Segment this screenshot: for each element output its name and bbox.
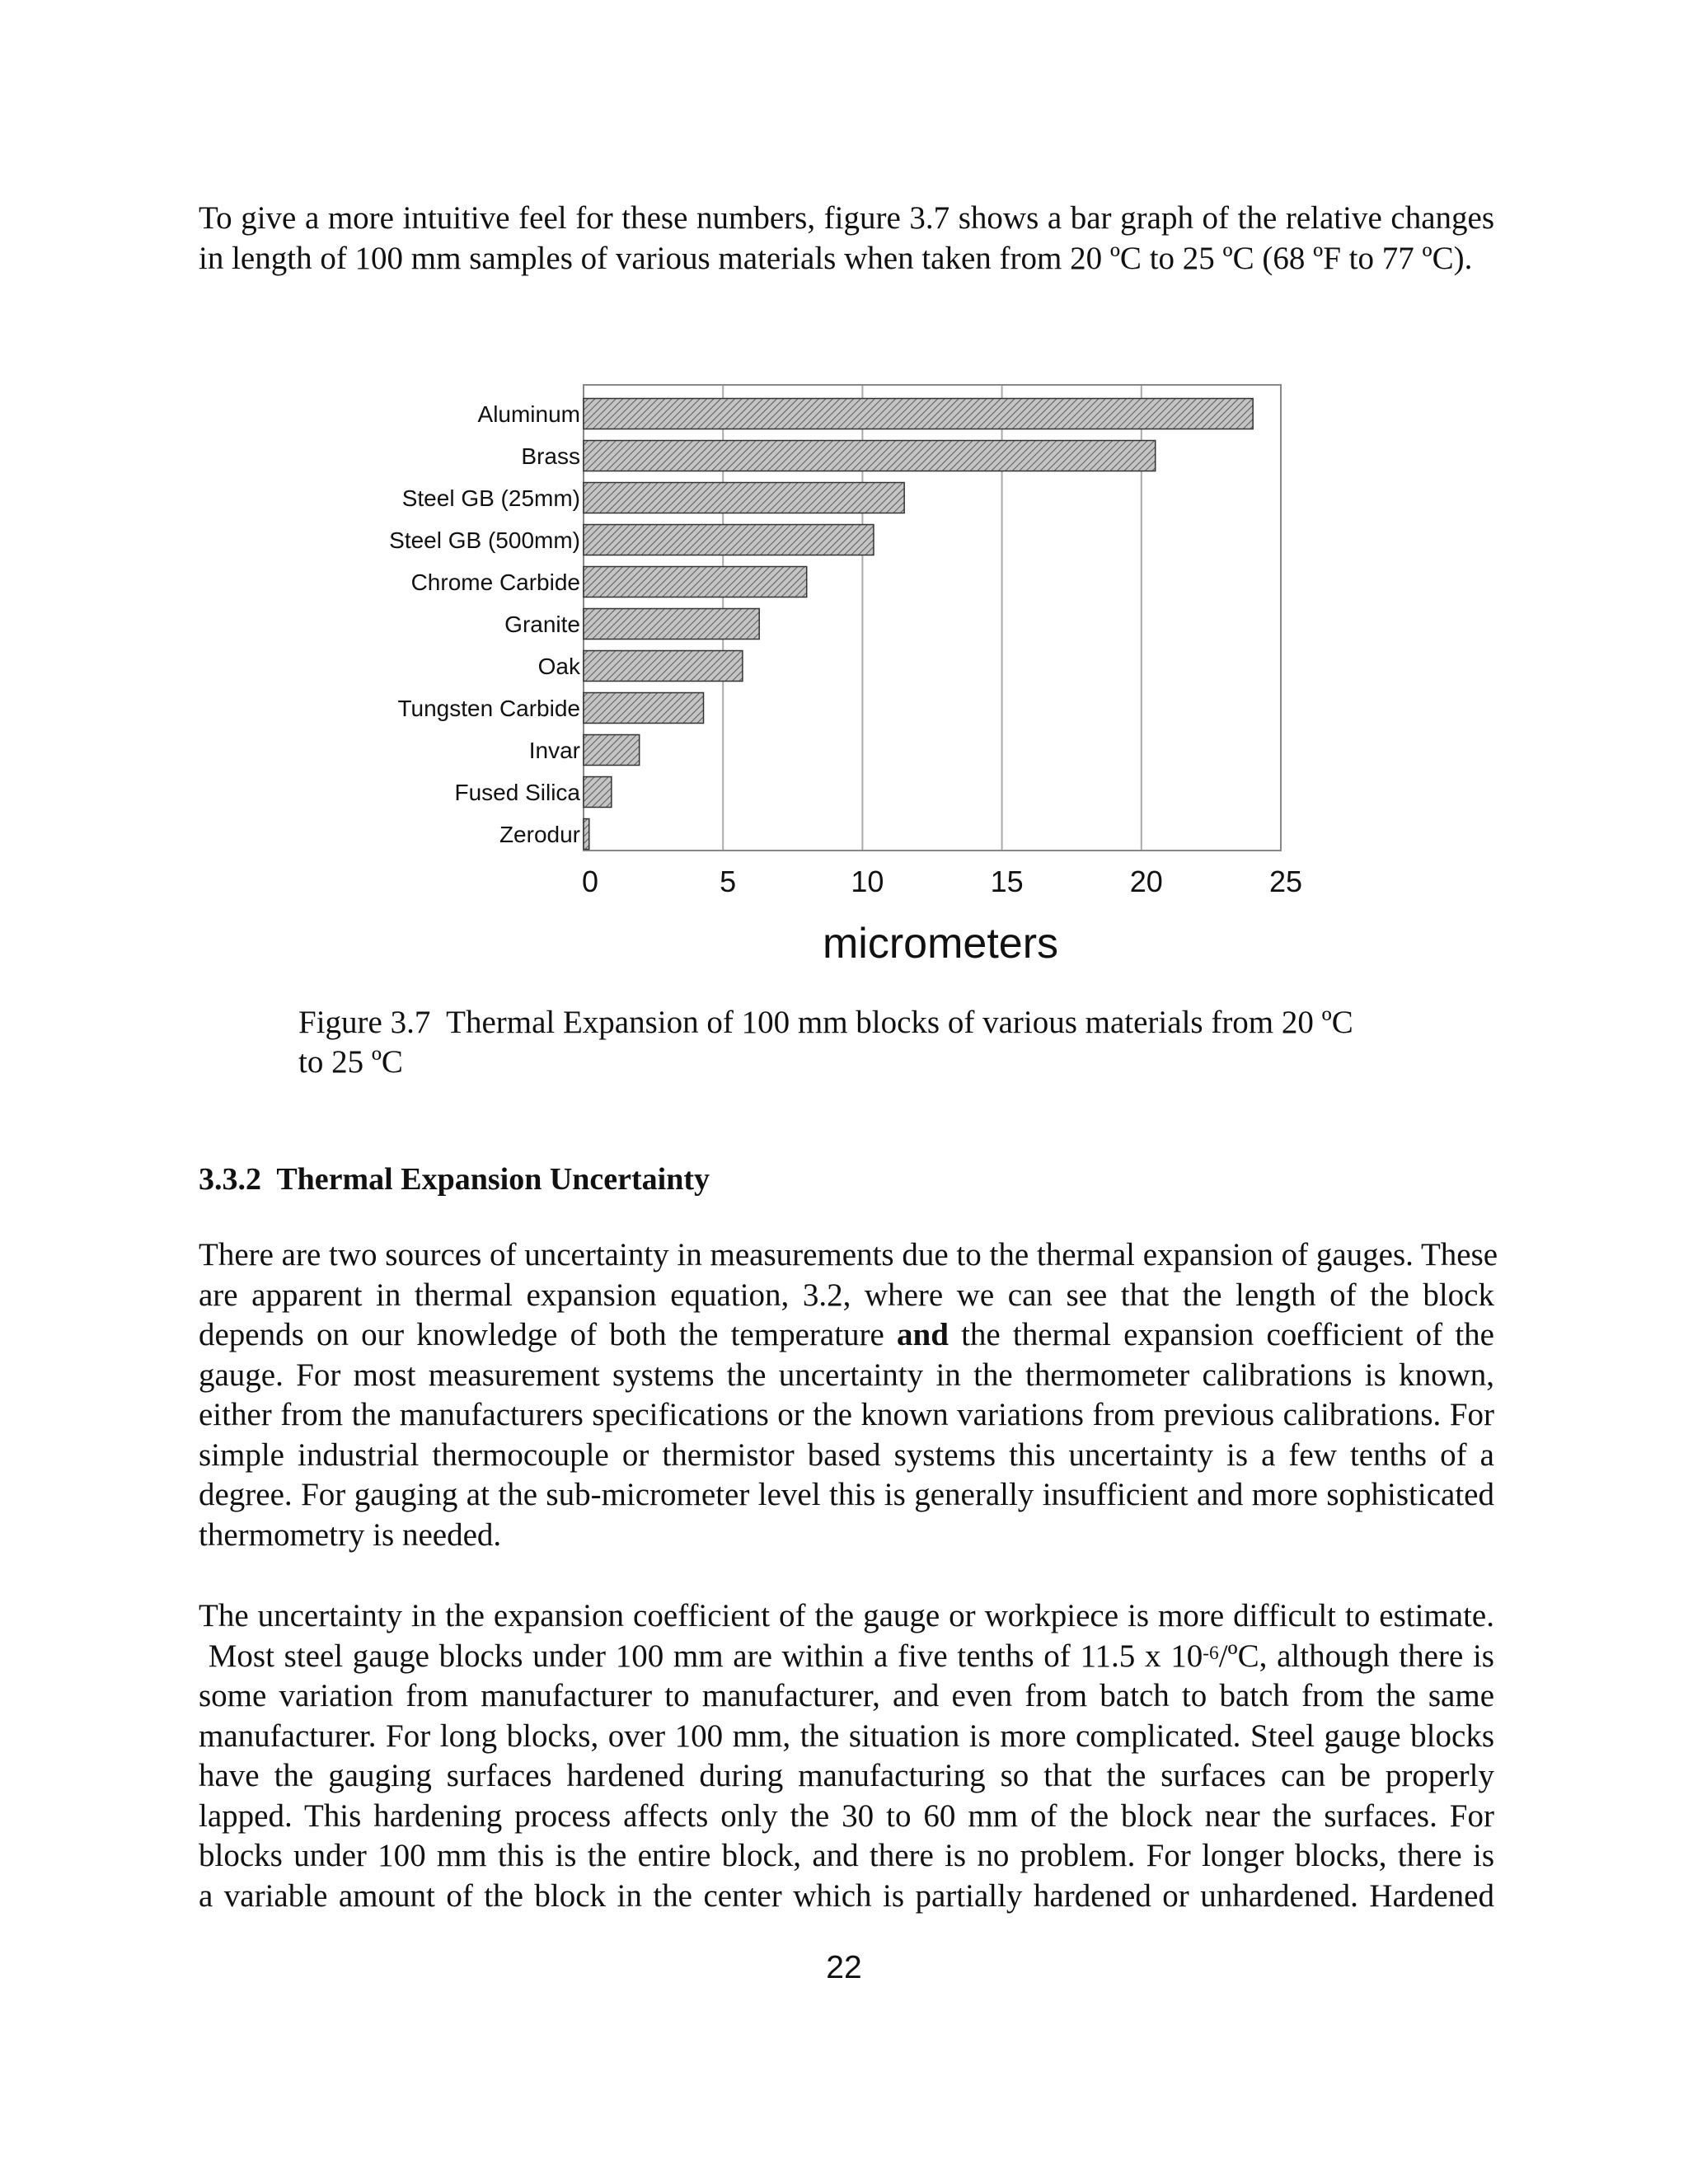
chart-bar-zerodur xyxy=(584,819,589,850)
chart-category-label: Tungsten Carbide xyxy=(397,696,580,721)
figure-caption-line-1: Figure 3.7 Thermal Expansion of 100 mm blocks of various materials from 20 ºC xyxy=(298,1005,1353,1040)
para1-bold-and: and xyxy=(897,1317,949,1352)
para1-line-3-c: the thermal expansion coefficient of the xyxy=(948,1317,1494,1352)
chart-category-label: Brass xyxy=(521,443,580,469)
chart-bar-tungsten-carbide xyxy=(584,693,704,724)
chart-bar-steel-gb-500mm xyxy=(584,525,874,555)
chart-x-tick-labels xyxy=(582,865,1302,898)
para2-line-3: some variation from manufacturer to manufacturer, and even from batch to batch from the same xyxy=(199,1678,1494,1713)
chart-gridlines xyxy=(723,385,1142,851)
chart-category-label: Aluminum xyxy=(477,401,580,427)
chart-bar-fused-silica xyxy=(584,777,612,808)
para2-exponent: -6 xyxy=(1203,1643,1219,1665)
chart-category-label: Fused Silica xyxy=(454,780,580,805)
chart-bar-invar xyxy=(584,735,640,766)
chart-bar-granite xyxy=(584,609,759,640)
figure-caption xyxy=(298,1003,1353,1082)
para1-line-7: degree. For gauging at the sub-micrometer level this is generally insufficient and more sophisticated xyxy=(199,1477,1494,1512)
chart-category-label: Chrome Carbide xyxy=(410,569,580,595)
para2-line-2-a: Most steel gauge blocks under 100 mm are within a five tenths of 11.5 x 10 xyxy=(199,1638,1203,1674)
paragraph-expansion-coefficient-uncertainty xyxy=(199,1596,1494,1916)
chart-category-label: Steel GB (500mm) xyxy=(389,527,580,553)
chart-bars xyxy=(584,399,1253,850)
chart-category-label: Zerodur xyxy=(499,822,580,847)
figure-caption-line-2: to 25 ºC xyxy=(298,1044,403,1080)
chart-category-label: Oak xyxy=(537,654,580,679)
para1-line-3-a: depends on our knowledge of both the temperature xyxy=(199,1317,897,1352)
intro-line-1: To give a more intuitive feel for these numbers, figure 3.7 shows a bar graph of the relative changes xyxy=(199,200,1494,236)
chart-bar-oak xyxy=(584,651,743,682)
section-heading: 3.3.2 Thermal Expansion Uncertainty xyxy=(199,1162,710,1197)
para1-line-4: gauge. For most measurement systems the uncertainty in the thermometer calibrations is known, xyxy=(199,1357,1494,1393)
para1-line-3 xyxy=(199,1315,1494,1356)
chart-category-label: Steel GB (25mm) xyxy=(401,485,580,511)
para2-line-2 xyxy=(199,1637,1494,1677)
chart-x-tick-label: 0 xyxy=(581,865,599,898)
chart-x-tick-label: 10 xyxy=(851,865,884,898)
chart-bar-steel-gb-25mm xyxy=(584,483,904,513)
chart-category-label: Invar xyxy=(528,738,580,763)
chart-category-label: Granite xyxy=(504,612,580,637)
para1-line-5: either from the manufacturers specifications or the known variations from previous calibrations. For xyxy=(199,1397,1494,1432)
intro-paragraph xyxy=(199,199,1494,279)
para1-line-2: are apparent in thermal expansion equation, 3.2, where we can see that the length of the block xyxy=(199,1277,1494,1313)
chart-category-labels xyxy=(389,401,581,847)
chart-x-tick-label: 25 xyxy=(1268,865,1303,898)
para2-line-8: a variable amount of the block in the center which is partially hardened or unhardened. Hardened xyxy=(199,1877,1494,1914)
para2-line-2-b: /ºC, although there is xyxy=(1218,1638,1494,1674)
chart-bar-brass xyxy=(584,441,1156,471)
paragraph-thermal-uncertainty-sources xyxy=(199,1235,1498,1555)
para1-line-8: thermometry is needed. xyxy=(199,1516,502,1553)
chart-x-tick-label: 15 xyxy=(990,865,1024,898)
para1-line-1: There are two sources of uncertainty in measurements due to the thermal expansion of gauges. These xyxy=(199,1237,1498,1272)
chart-x-tick-label: 5 xyxy=(720,865,737,898)
para2-line-7: blocks under 100 mm this is the entire block, and there is no problem. For longer blocks, there is xyxy=(199,1838,1494,1873)
para2-line-6: lapped. This hardening process affects only the 30 to 60 mm of the block near the surfaces. For xyxy=(199,1797,1494,1834)
page-number: 22 xyxy=(826,1950,862,1985)
para2-line-1: The uncertainty in the expansion coefficient of the gauge or workpiece is more difficult to estimate. xyxy=(199,1598,1494,1633)
chart-bar-aluminum xyxy=(584,399,1253,429)
chart-x-axis-title: micrometers xyxy=(822,920,1059,968)
para2-line-4: manufacturer. For long blocks, over 100 mm, the situation is more complicated. Steel gauge blocks xyxy=(199,1718,1494,1754)
chart-bar-chrome-carbide xyxy=(584,567,807,598)
intro-line-2: in length of 100 mm samples of various materials when taken from 20 ºC to 25 ºC (68 ºF to 77 ºC). xyxy=(199,240,1473,276)
para2-line-5: have the gauging surfaces hardened during manufacturing so that the surfaces can be properly xyxy=(199,1758,1494,1793)
chart-x-tick-label: 20 xyxy=(1129,865,1163,898)
chart-plot-frame xyxy=(584,385,1281,851)
para1-line-6: simple industrial thermocouple or thermistor based systems this uncertainty is a few tenths of a xyxy=(199,1436,1494,1473)
